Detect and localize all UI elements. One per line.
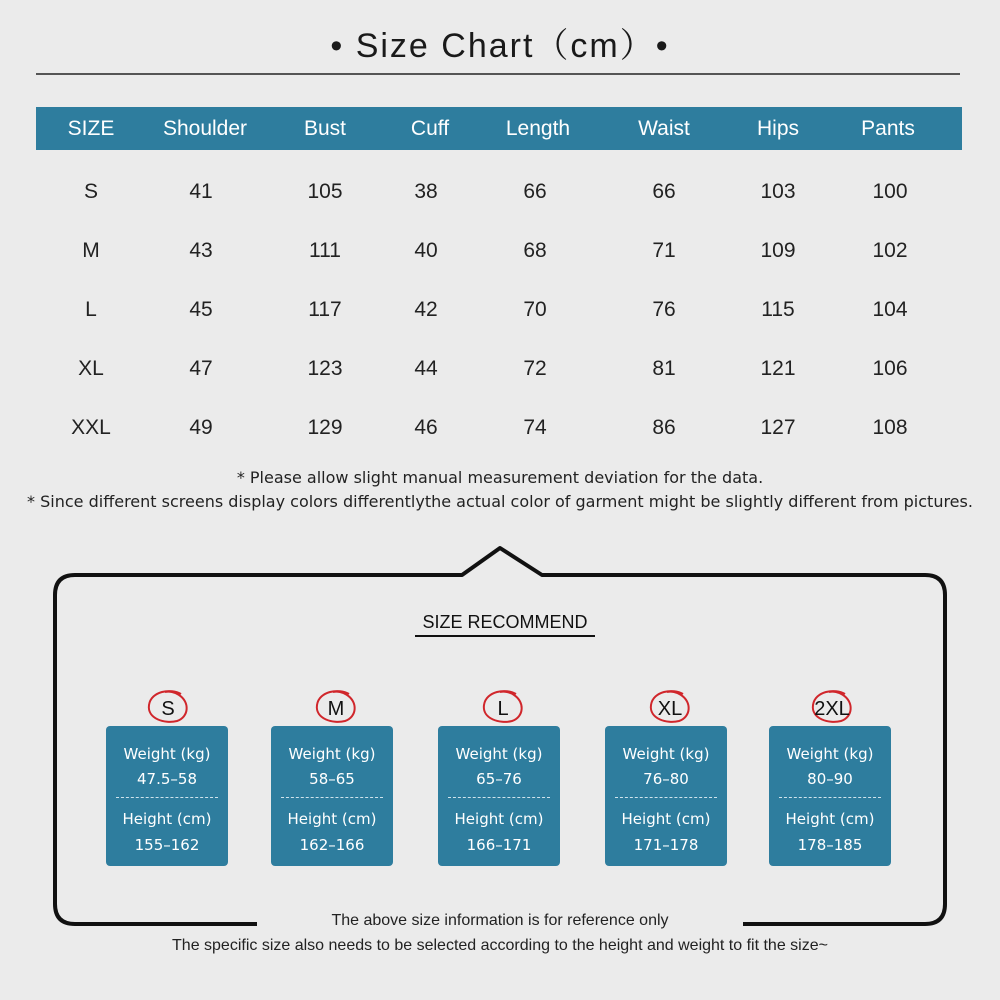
table-cell: 40 bbox=[414, 239, 438, 262]
size-label-m: M bbox=[327, 698, 345, 720]
table-cell: 102 bbox=[872, 239, 908, 262]
reference-note: The above size information is for reference only bbox=[331, 912, 669, 929]
table-cell: 123 bbox=[307, 357, 343, 380]
table-cell: 86 bbox=[652, 416, 676, 439]
weight-value: 65–76 bbox=[476, 770, 522, 788]
color-note: * Since different screens display colors differentlythe actual color of garment might be slightly different from pictures. bbox=[27, 492, 973, 511]
table-cell: 109 bbox=[760, 239, 796, 262]
height-value: 162–166 bbox=[299, 836, 365, 854]
col-pants: Pants bbox=[861, 117, 915, 140]
col-size: SIZE bbox=[67, 117, 115, 140]
size-label-l: L bbox=[497, 698, 509, 720]
col-bust: Bust bbox=[303, 117, 347, 140]
weight-value: 76–80 bbox=[643, 770, 689, 788]
table-cell: 108 bbox=[872, 416, 908, 439]
table-cell: 100 bbox=[872, 180, 908, 203]
table-cell: 47 bbox=[189, 357, 213, 380]
table-cell: 117 bbox=[308, 298, 342, 321]
height-label: Height (cm) bbox=[454, 810, 544, 828]
height-value: 171–178 bbox=[633, 836, 699, 854]
size-card-xl bbox=[605, 726, 727, 866]
col-cuff: Cuff bbox=[410, 117, 450, 140]
table-cell: S bbox=[83, 180, 98, 203]
weight-value: 80–90 bbox=[807, 770, 853, 788]
table-cell: 76 bbox=[652, 298, 676, 321]
table-cell: 68 bbox=[523, 239, 547, 262]
col-length: Length bbox=[505, 117, 571, 140]
size-label-s: S bbox=[161, 698, 175, 720]
table-cell: L bbox=[85, 298, 97, 321]
size-card-m bbox=[271, 726, 393, 866]
size-card-2xl bbox=[769, 726, 891, 866]
table-cell: 74 bbox=[523, 416, 547, 439]
measurement-note: * Please allow slight manual measurement deviation for the data. bbox=[236, 468, 764, 487]
weight-label: Weight (kg) bbox=[786, 745, 874, 763]
table-cell: 72 bbox=[523, 357, 547, 380]
table-cell: XL bbox=[78, 357, 104, 380]
card-divider bbox=[448, 797, 550, 798]
size-card-l bbox=[438, 726, 560, 866]
height-label: Height (cm) bbox=[621, 810, 711, 828]
col-waist: Waist bbox=[638, 117, 690, 140]
table-cell: XXL bbox=[71, 416, 111, 439]
height-label: Height (cm) bbox=[785, 810, 875, 828]
recommend-title: SIZE RECOMMEND bbox=[415, 612, 595, 637]
table-cell: 42 bbox=[414, 298, 438, 321]
col-shoulder: Shoulder bbox=[162, 117, 248, 140]
table-cell: 104 bbox=[872, 298, 908, 321]
card-divider bbox=[116, 797, 218, 798]
weight-label: Weight (kg) bbox=[455, 745, 543, 763]
card-divider bbox=[779, 797, 881, 798]
table-cell: 71 bbox=[652, 239, 676, 262]
card-divider bbox=[615, 797, 717, 798]
weight-label: Weight (kg) bbox=[288, 745, 376, 763]
size-label-xl: XL bbox=[657, 698, 683, 720]
table-cell: 46 bbox=[414, 416, 438, 439]
table-cell: 49 bbox=[189, 416, 213, 439]
table-cell: 111 bbox=[309, 239, 341, 262]
size-label-2xl: 2XL bbox=[814, 698, 850, 720]
height-value: 166–171 bbox=[466, 836, 532, 854]
height-value: 155–162 bbox=[134, 836, 200, 854]
table-cell: 106 bbox=[872, 357, 908, 380]
size-card-s bbox=[106, 726, 228, 866]
weight-value: 58–65 bbox=[309, 770, 355, 788]
height-label: Height (cm) bbox=[122, 810, 212, 828]
selection-note: The specific size also needs to be selected according to the height and weight to fit the size~ bbox=[172, 937, 828, 954]
table-cell: M bbox=[82, 239, 100, 262]
table-cell: 66 bbox=[652, 180, 676, 203]
table-cell: 129 bbox=[307, 416, 343, 439]
weight-label: Weight (kg) bbox=[123, 745, 211, 763]
table-cell: 105 bbox=[307, 180, 343, 203]
table-cell: 103 bbox=[760, 180, 796, 203]
height-value: 178–185 bbox=[797, 836, 863, 854]
table-cell: 45 bbox=[189, 298, 213, 321]
table-cell: 81 bbox=[652, 357, 676, 380]
table-cell: 44 bbox=[414, 357, 438, 380]
table-cell: 38 bbox=[414, 180, 438, 203]
table-cell: 43 bbox=[189, 239, 213, 262]
weight-label: Weight (kg) bbox=[622, 745, 710, 763]
height-label: Height (cm) bbox=[287, 810, 377, 828]
table-cell: 70 bbox=[523, 298, 547, 321]
col-hips: Hips bbox=[756, 117, 799, 140]
table-cell: 66 bbox=[523, 180, 547, 203]
card-divider bbox=[281, 797, 383, 798]
page-title: • Size Chart（cm）• bbox=[330, 27, 670, 65]
table-cell: 115 bbox=[761, 298, 795, 321]
weight-value: 47.5–58 bbox=[137, 770, 197, 788]
table-cell: 127 bbox=[760, 416, 796, 439]
table-cell: 41 bbox=[189, 180, 213, 203]
table-cell: 121 bbox=[760, 357, 796, 380]
